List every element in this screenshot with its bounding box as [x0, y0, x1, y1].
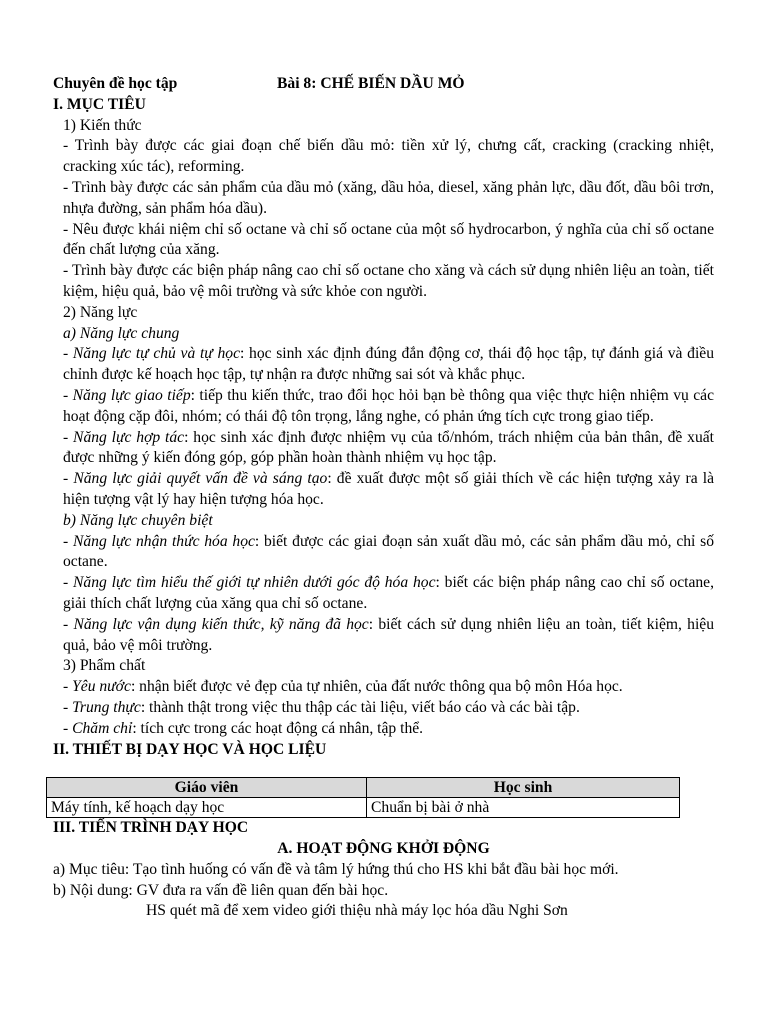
specific-competency-1: - Năng lực nhận thức hóa học: biết được các giai đoạn sản xuất dầu mỏ, các sản phẩm dầu mỏ, chỉ số octane. [63, 532, 714, 571]
knowledge-item-2: - Trình bày được các sản phẩm của dầu mỏ (xăng, dầu hỏa, diesel, xăng phản lực, dầu đốt, dầu bôi trơn, nhựa đường, sản phẩm hóa dầu). [63, 178, 714, 217]
table-row [47, 798, 680, 818]
table-cell-teacher: Máy tính, kế hoạch dạy học [47, 798, 367, 818]
specific-competency-2: - Năng lực tìm hiểu thế giới tự nhiên dưới góc độ hóa học: biết các biện pháp nâng cao chỉ số octane, giải thích chất lượng của xăng qua chỉ số octane. [63, 574, 714, 612]
general-competency-title: a) Năng lực chung [63, 324, 180, 342]
activity-a-title: A. HOẠT ĐỘNG KHỞI ĐỘNG [277, 840, 490, 858]
lesson-title: Bài 8: CHẾ BIẾN DẦU MỎ [277, 75, 465, 92]
general-competency-2: - Năng lực giao tiếp: tiếp thu kiến thức, trao đổi học hỏi bạn bè thông qua việc thực hiện nhiệm vụ các hoạt động cặp đôi, nhóm; có thái độ tôn trọng, lắng nghe, có phản ứng tích cực trong giao tiếp. [63, 386, 714, 425]
specific-competency-3: - Năng lực vận dụng kiến thức, kỹ năng đã học: biết cách sử dụng nhiên liệu an toàn, tiết kiệm, hiệu quả, bảo vệ môi trường. [63, 615, 715, 654]
specific-competency-title: b) Năng lực chuyên biệt [63, 511, 213, 529]
knowledge-item-4: - Trình bày được các biện pháp nâng cao chỉ số octane cho xăng và cách sử dụng nhiên liệu an toàn, tiết kiệm, hiệu quả, bảo vệ môi trường và sức khỏe con người. [63, 262, 714, 300]
topic-label: Chuyên đề học tập [53, 75, 178, 92]
quality-title: 3) Phẩm chất [63, 657, 146, 675]
video-instruction: HS quét mã để xem video giới thiệu nhà máy lọc hóa dầu Nghi Sơn [146, 902, 568, 920]
table-cell-student: Chuẩn bị bài ở nhà [367, 798, 680, 818]
table-header-row [47, 778, 680, 798]
section-3-title: III. TIẾN TRÌNH DẠY HỌC [53, 819, 249, 837]
table-header-student: Học sinh [367, 778, 680, 798]
competency-title: 2) Năng lực [63, 303, 138, 321]
general-competency-1: - Năng lực tự chủ và tự học: học sinh xác định đúng đắn động cơ, thái độ học tập, tự đánh giá và điều chỉnh được kế hoạch học tập, tự nhận ra được những sai sót và khắc phục. [63, 345, 715, 384]
quality-item-1: - Yêu nước: nhận biết được vẻ đẹp của tự nhiên, của đất nước thông qua bộ môn Hóa học. [63, 678, 623, 696]
section-1-title: I. MỤC TIÊU [53, 95, 146, 113]
materials-table [46, 777, 680, 818]
knowledge-item-3: - Nêu được khái niệm chỉ số octane và chỉ số octane của một số hydrocarbon, ý nghĩa của chỉ số octane đến chất lượng của xăng. [63, 220, 714, 259]
table-header-teacher: Giáo viên [47, 778, 367, 798]
activity-goal: a) Mục tiêu: Tạo tình huống có vấn đề và tâm lý hứng thú cho HS khi bắt đầu bài học mới. [53, 860, 619, 878]
general-competency-4: - Năng lực giải quyết vấn đề và sáng tạo: đề xuất được một số giải thích về các hiện tượng xảy ra là hiện tượng vật lý hay hiện tượng hóa học. [63, 470, 714, 508]
document-header [53, 74, 714, 95]
knowledge-title: 1) Kiến thức [63, 116, 142, 134]
quality-item-3: - Chăm chỉ: tích cực trong các hoạt động cá nhân, tập thể. [63, 719, 424, 737]
knowledge-item-1: - Trình bày được các giai đoạn chế biến dầu mỏ: tiền xử lý, chưng cất, cracking (cracking nhiệt, cracking xúc tác), reforming. [63, 137, 714, 176]
activity-content: b) Nội dung: GV đưa ra vấn đề liên quan đến bài học. [53, 881, 389, 899]
section-2-title: II. THIẾT BỊ DẠY HỌC VÀ HỌC LIỆU [53, 740, 327, 758]
document-body [53, 74, 714, 922]
general-competency-3: - Năng lực hợp tác: học sinh xác định được nhiệm vụ của tổ/nhóm, trách nhiệm của bản thân, đề xuất được những ý kiến đóng góp, góp phần hoàn thành nhiệm vụ học tập. [63, 428, 714, 467]
quality-item-2: - Trung thực: thành thật trong việc thu thập các tài liệu, viết báo cáo và các bài tập. [63, 698, 580, 716]
